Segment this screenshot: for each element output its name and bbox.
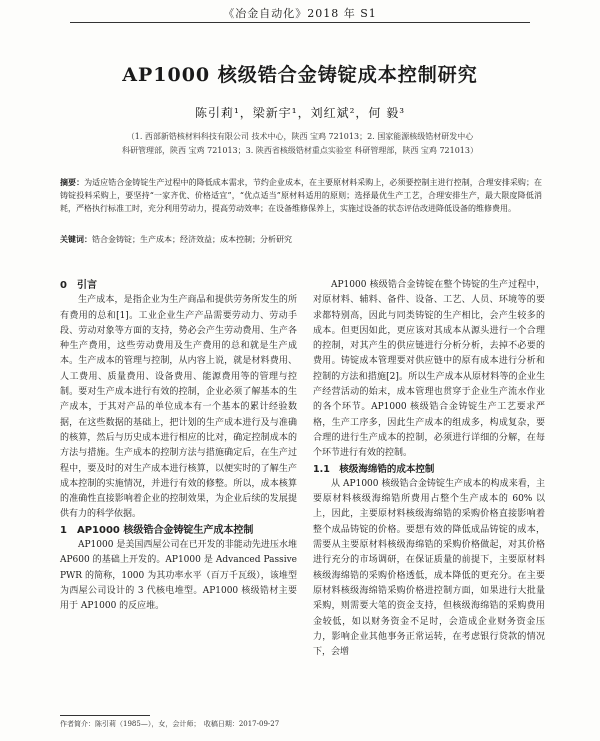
section-0-heading: 0 引言 xyxy=(60,280,97,291)
keywords-text: 锆合金铸锭；生产成本；经济效益；成本控制；分析研究 xyxy=(92,235,292,244)
author-footnote: 作者简介：陈引莉（1985—），女，会计师； 收稿日期：2017-09-27 xyxy=(60,720,280,728)
paragraph-cost-structure: AP1000 核级锆合金铸锭在整个铸锭的生产过程中，对原材料、辅料、备件、设备、工艺、人员、环境等的要求都特别高，因此与同类铸锭的生产相比，会产生较多的成本。但更因如此，更应该对其成本从源头进行一个合理的控制，对其产生的供应链进行分析分析，去掉不必要的费用。铸锭成本管理要对供应链中的原有成本进行分析和控制的方法和措施[2]。所以生产成本从原材料等的企业生产经营活动的始末，成本管理也贯穿于企业生产流水作业的各个环节。AP1000 核级锆合金铸锭生产工艺要求严格，生产工序多，因此生产成本的组成多，构成复杂，要合理的进行生产成本的控制，必须进行详细的分解，在每个环节进行有效的控制。 xyxy=(313,280,545,459)
abstract-label: 摘要： xyxy=(60,178,85,187)
paper-title: AP1000 核级锆合金铸锭成本控制研究 xyxy=(122,64,478,86)
right-column xyxy=(313,278,545,660)
affiliation-line-2: 科研管理部，陕西 宝鸡 721013；3. 陕西省核级锆材重点实验室 科研管理部，陕西 宝鸡 721013） xyxy=(122,146,478,155)
keywords-label: 关键词： xyxy=(60,235,92,244)
header-divider xyxy=(70,22,530,23)
running-head: 《冶金自动化》2018 年 S1 xyxy=(223,7,377,20)
footnote-divider xyxy=(60,715,150,716)
paragraph-ap1000-overview: AP1000 是美国西屋公司在已开发的非能动先进压水堆 AP600 的基础上开发的。AP1000 是 Advanced Passive PWR 的简称，1000 为其功率水平（百万千瓦级），该堆型为西屋公司设计的 3 代核电堆型。AP1000 核级锆材主要用于 AP1000 的反应堆。 xyxy=(60,540,297,612)
paragraph-intro: 生产成本，是指企业为生产商品和提供劳务所发生的所有费用的总和[1]。工业企业生产产品需要劳动力、劳动手段、劳动对象等方面的支持，势必会产生劳动费用、生产各种生产费用，这些劳动费用及生产费用的总和就是生产成本。生产成本的管理与控制，从内容上说，就是材料费用、人工费用、质量费用、设备费用、能源费用等的管理与控制。要对生产成本进行有效的控制，企业必须了解基本的生产成本，于其对产品的单位成本有一个基本的累计经验数据，在这些数据的基础上，把计划的生产成本进行及与准确的核算，然后与历史成本进行相应的比对，确定控制成本的方法与措施。生产成本的控制方法与措施确定后，在生产过程中，要及时的对生产成本进行核算，以便实时的了解生产成本控制的实施情况，并进行有效的修整。所以，成本核算的准确性直接影响着企业的控制效果，为企业后续的发展提供有力的科学依据。 xyxy=(60,295,297,520)
paragraph-sponge-zirconium: 从 AP1000 核级锆合金铸锭生产成本的构成来看，主要原材料核级海绵锆所费用占整个生产成本的 60% 以上，因此，主要原材料核级海绵锆的采购价格直接影响着整个成品铸锭的价格。要想有效的降低成品铸锭的成本，需要从主要原材料核级海绵锆的采购价格做起，对其价格进行充分的市场调研，在保证质量的前提下，主要原材料核级海绵锆的采购价格透低，成本降低的更充分。在主要原材料核级海绵锆采购价格进控制方面，如果进行大批量采购，则需要大笔的资金支持，但核级海绵锆的采购费用金较低，如以财务资金不足时，会造成企业财务资金压力，影响企业其他事务正常运转，在考虑银行贷款的情况下，会增 xyxy=(313,478,545,658)
left-column xyxy=(60,278,297,615)
affiliation-line-1: （1. 西部新锆核材料科技有限公司 技术中心，陕西 宝鸡 721013；2. 国家能源核级锆材研发中心 xyxy=(126,132,474,141)
section-1-heading: 1 AP1000 核级锆合金铸锭生产成本控制 xyxy=(60,524,254,536)
affiliations xyxy=(60,130,540,158)
author-list: 陈引莉¹，梁新宇¹，刘红斌²，何 毅³ xyxy=(194,106,406,120)
abstract xyxy=(60,176,542,215)
subsection-1-1-heading: 1.1 核级海绵锆的成本控制 xyxy=(313,463,435,475)
abstract-text: 为适应锆合金铸锭生产过程中的降低成本需求，节约企业成本，在主要原材料采购上，必须要控制主进行控制，合理安排采购；在铸锭投料采购上，要坚持“一家齐优、价格适宜”，“优点适当”原材料适用的原则；选择最优生产工艺，合理安排生产，最大限度降低消耗，严格执行标准工时，充分利用劳动力，提高劳动效率；在设备维修保养上，实施过设备的状态评估改进降低设备的维修费用。 xyxy=(60,178,543,213)
keywords xyxy=(60,233,542,246)
